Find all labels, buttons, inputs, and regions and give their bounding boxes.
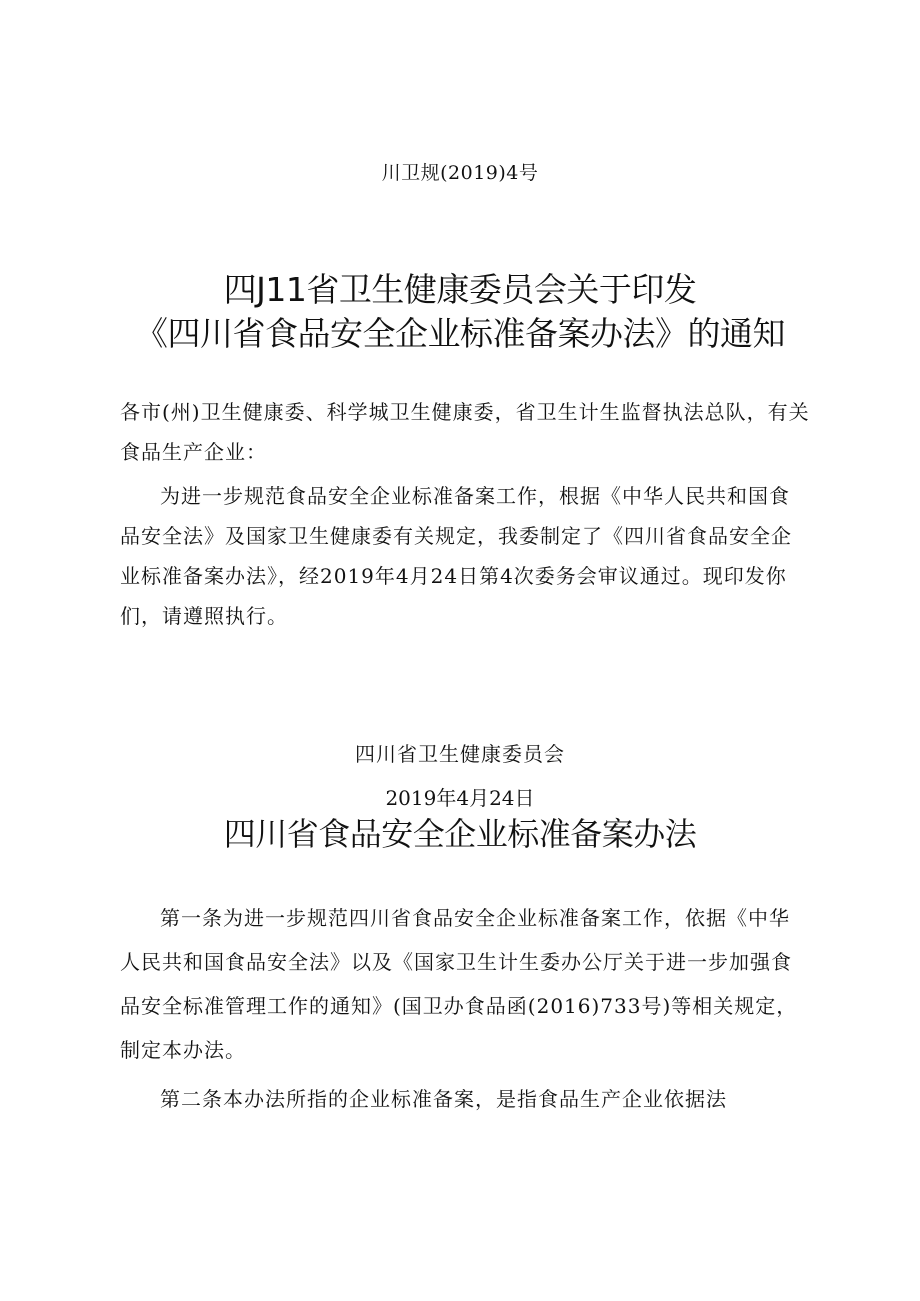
document-title-line-2: 《四川省食品安全企业标准备案办法》的通知 [135,314,785,353]
document-number: 川卫规(2019)4号 [381,162,539,184]
addressee-paragraph: 各市(州)卫生健康委、科学城卫生健康委，省卫生计生监督执法总队，有关食品生产企业： [120,400,810,464]
signature-organization: 四川省卫生健康委员会 [355,742,565,766]
notice-body-paragraph: 为进一步规范食品安全企业标准备案工作，根据《中华人民共和国食品安全法》及国家卫生健康委有关规定，我委制定了《四川省食品安全企业标准备案办法》，经2019年4月24日第4次委务会审议通过。现印发你们，请遵照执行。 [120,484,792,628]
signature-date: 2019年4月24日 [385,786,535,810]
article-2-paragraph: 第二条本办法所指的企业标准备案，是指食品生产企业依据法 [160,1087,727,1111]
article-1-paragraph: 第一条为进一步规范四川省食品安全企业标准备案工作，依据《中华人民共和国食品安全法》以及《国家卫生计生委办公厅关于进一步加强食品安全标准管理工作的通知》(国卫办食品函(2016)733号)等相关规定，制定本办法。 [120,906,798,1062]
document-title-line-1: 四J11省卫生健康委员会关于印发 [223,270,697,309]
regulation-title: 四川省食品安全企业标准备案办法 [223,815,697,853]
